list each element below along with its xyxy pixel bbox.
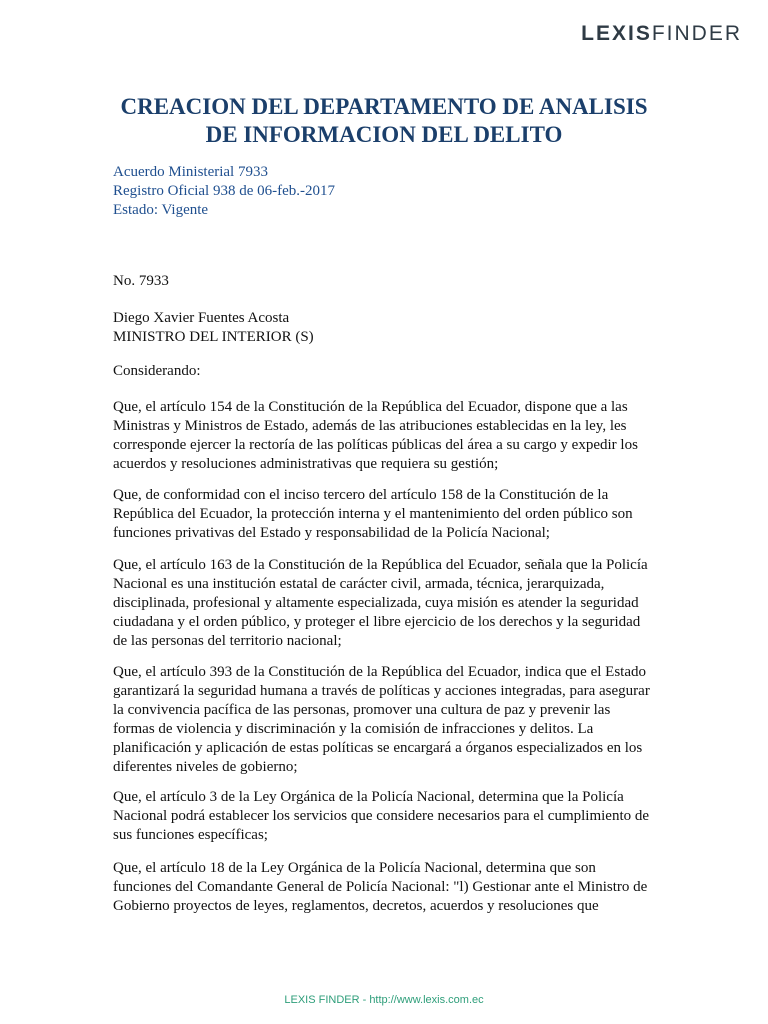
minister-title: MINISTRO DEL INTERIOR (S) — [113, 329, 314, 345]
minister-name: Diego Xavier Fuentes Acosta — [113, 310, 290, 326]
paragraph-1 — [113, 398, 673, 474]
paragraph-line: Ministras y Ministros de Estado, además de las atribuciones establecidas en la ley, les — [113, 418, 627, 434]
paragraph-line: Que, el artículo 18 de la Ley Orgánica de la Policía Nacional, determina que son — [113, 860, 596, 876]
paragraph-line: de las personas del territorio nacional; — [113, 633, 342, 649]
paragraph-line: ciudadana y el orden público, y proteger el libre ejercicio de los derechos y la seguridad — [113, 614, 641, 630]
paragraph-3 — [113, 556, 673, 651]
paragraph-line: funciones del Comandante General de Policía Nacional: "l) Gestionar ante el Ministro de — [113, 879, 648, 895]
paragraph-line: Que, el artículo 154 de la Constitución de la República del Ecuador, dispone que a las — [113, 399, 628, 415]
document-metadata — [113, 163, 335, 220]
paragraph-line: Que, el artículo 163 de la Constitución de la República del Ecuador, señala que la Policía — [113, 557, 648, 573]
paragraph-line: diferentes niveles de gobierno; — [113, 759, 298, 775]
acuerdo-ministerial: Acuerdo Ministerial 7933 — [113, 164, 268, 180]
paragraph-line: Nacional podrá establecer los servicios que considere necesarios para el cumplimiento de — [113, 808, 650, 824]
paragraph-line: la convivencia pacífica de las personas, promover una cultura de paz y prevenir las — [113, 702, 611, 718]
logo-bold-text: LEXIS — [581, 22, 652, 45]
paragraph-line: Nacional es una institución estatal de carácter civil, armada, técnica, jerarquizada, — [113, 576, 605, 592]
document-number: No. 7933 — [113, 273, 169, 289]
title-line-1: CREACION DEL DEPARTAMENTO DE ANALISIS — [120, 94, 648, 119]
minister-signature-block — [113, 309, 673, 347]
registro-oficial: Registro Oficial 938 de 06-feb.-2017 — [113, 183, 336, 199]
paragraph-5 — [113, 788, 673, 845]
paragraph-line: Que, el artículo 3 de la Ley Orgánica de la Policía Nacional, determina que la Policía — [113, 789, 624, 805]
paragraph-line: funciones privativas del Estado y responsabilidad de la Policía Nacional; — [113, 525, 550, 541]
logo-light-text: FINDER — [651, 22, 742, 45]
paragraph-4 — [113, 663, 673, 777]
title-line-2: DE INFORMACION DEL DELITO — [205, 122, 563, 147]
paragraph-line: Que, de conformidad con el inciso tercero del artículo 158 de la Constitución de la — [113, 487, 609, 503]
lexis-finder-logo — [581, 22, 742, 46]
paragraph-line: Que, el artículo 393 de la Constitución de la República del Ecuador, indica que el Estado — [113, 664, 646, 680]
paragraph-line: planificación y aplicación de estas políticas se encargará a órganos especializados en los — [113, 740, 643, 756]
paragraph-6 — [113, 859, 673, 916]
paragraph-line: disciplinada, profesional y altamente especializada, cuya misión es atender la seguridad — [113, 595, 639, 611]
considerando-heading: Considerando: — [113, 363, 201, 379]
document-title — [60, 93, 708, 149]
paragraph-line: garantizará la seguridad humana a través de políticas y acciones integradas, para asegurar — [113, 683, 650, 699]
estado-vigente: Estado: Vigente — [113, 202, 209, 218]
paragraph-line: República del Ecuador, la protección interna y el mantenimiento del orden público son — [113, 506, 633, 522]
paragraph-line: acuerdos y resoluciones administrativas que requiera su gestión; — [113, 456, 499, 472]
paragraph-line: Gobierno proyectos de leyes, reglamentos, decretos, acuerdos y resoluciones que — [113, 898, 599, 914]
page-footer-link[interactable]: LEXIS FINDER - http://www.lexis.com.ec — [284, 994, 484, 1006]
paragraph-line: corresponde ejercer la rectoría de las políticas públicas del área a su cargo y expedir los — [113, 437, 638, 453]
paragraph-2 — [113, 486, 673, 543]
paragraph-line: formas de violencia y discriminación y la comisión de infracciones y delitos. La — [113, 721, 594, 737]
paragraph-line: sus funciones específicas; — [113, 827, 268, 843]
